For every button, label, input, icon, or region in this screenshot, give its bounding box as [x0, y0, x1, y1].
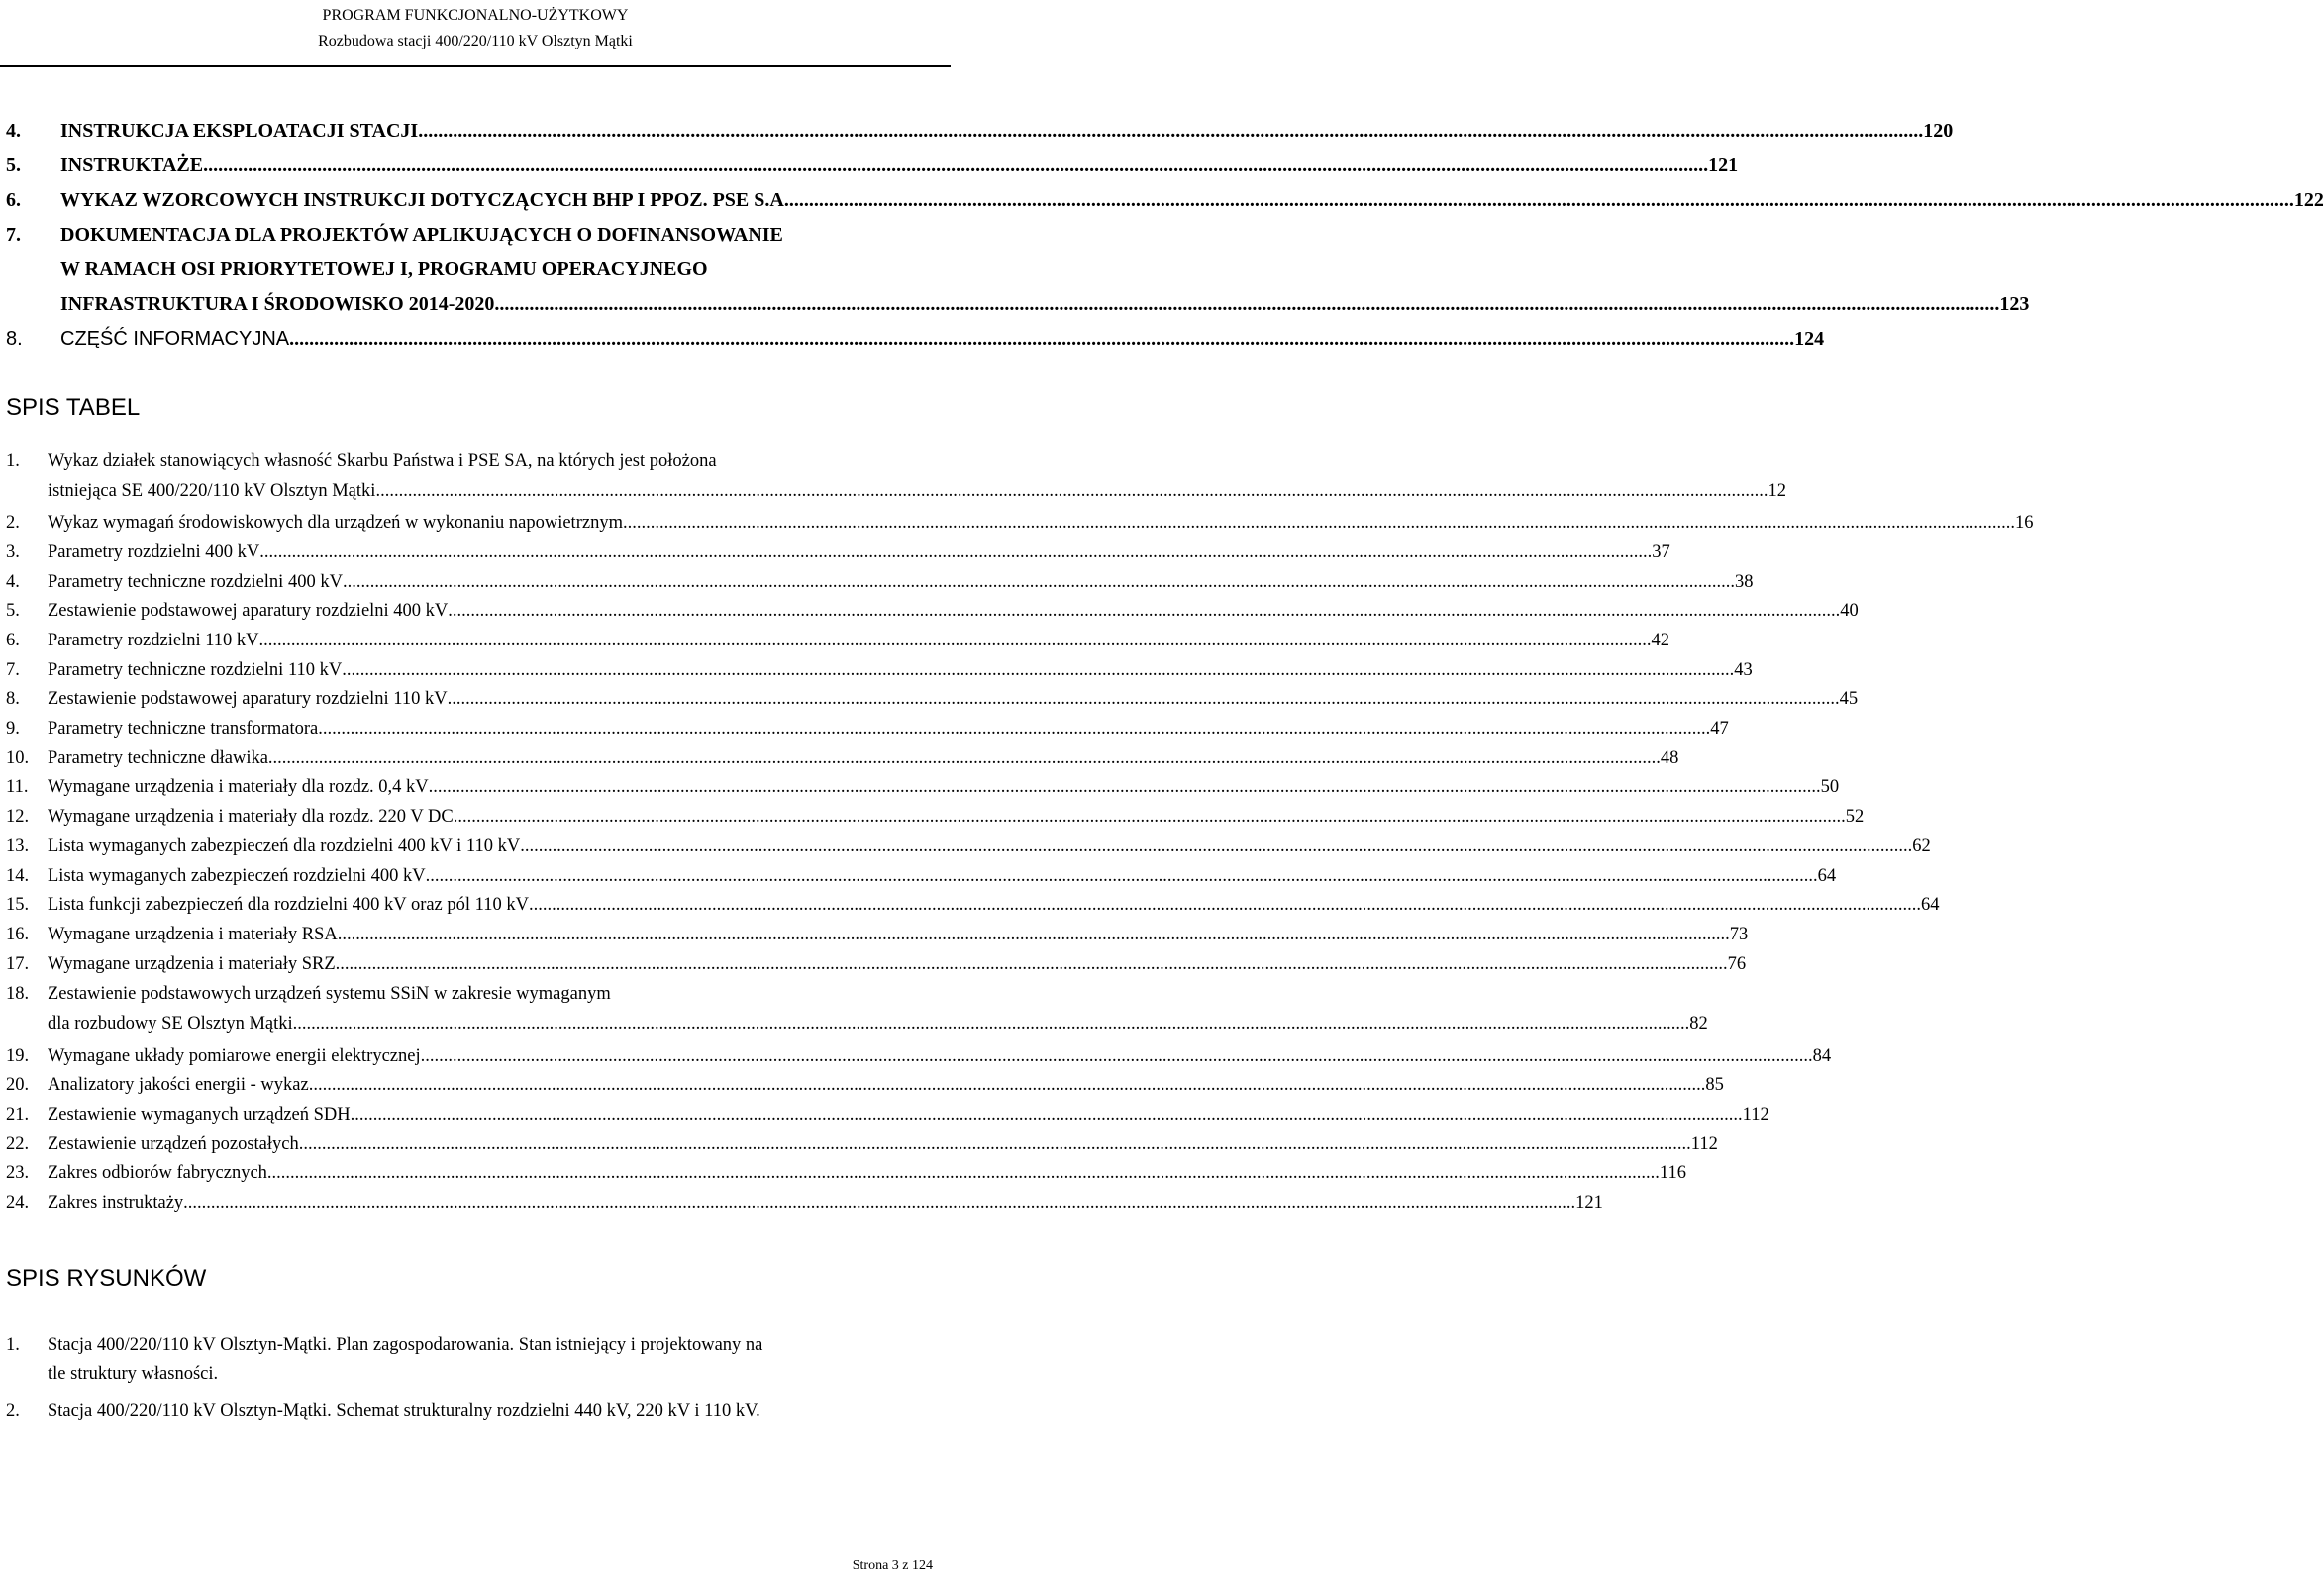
toc-entry-title: WYKAZ WZORCOWYCH INSTRUKCJI DOTYCZĄCYCH BHP I PPOZ. PSE S.A.: [60, 189, 789, 211]
table-entry-page: 64: [1817, 865, 1837, 886]
dot-leader: [268, 745, 1661, 771]
header-subtitle: Rozbudowa stacji 400/220/110 kV Olsztyn Mątki: [318, 33, 633, 49]
toc-entry-page: 121: [1708, 154, 1739, 176]
table-entry-title-line: Wykaz działek stanowiących własność Skarbu Państwa i PSE SA, na których jest położona: [48, 451, 717, 471]
table-entry-title: Parametry rozdzielni 400 kV: [48, 542, 260, 562]
dot-leader: [454, 804, 1846, 830]
dot-leader: [429, 774, 1821, 800]
dot-leader: [318, 716, 1710, 741]
dot-leader: [297, 1010, 1689, 1039]
table-entry-page: 112: [1742, 1104, 1769, 1125]
toc-entry-title: CZĘŚĆ INFORMACYJNA: [60, 328, 290, 349]
table-entry[interactable]: [6, 834, 1931, 859]
table-entry[interactable]: [6, 745, 1679, 771]
figure-number: 1.: [6, 1335, 20, 1355]
table-entry-page: 112: [1690, 1133, 1718, 1154]
table-entry-number: 22.: [6, 1133, 30, 1154]
table-entry-number: 21.: [6, 1104, 30, 1125]
table-entry-number: 10.: [6, 747, 30, 768]
toc-entry-page: 122: [2293, 189, 2324, 211]
table-entry-title: Wymagane urządzenia i materiały SRZ: [48, 953, 336, 974]
dot-leader: [203, 151, 1708, 186]
dot-leader: [448, 686, 1840, 712]
table-entry-number: 9.: [6, 719, 20, 739]
table-entry-title: Parametry rozdzielni 110 kV: [48, 631, 259, 651]
table-entry-page: 82: [1689, 1014, 1708, 1034]
table-entry-title-line: Zestawienie podstawowych urządzeń systemu SSiN w zakresie wymaganym: [48, 984, 611, 1005]
dot-leader: [259, 628, 1652, 653]
toc-entry[interactable]: [6, 186, 2324, 221]
table-entry-page: 45: [1839, 689, 1859, 710]
table-entry-title: Zestawienie podstawowej aparatury rozdzielni 400 kV: [48, 601, 449, 622]
table-entry-page: 16: [2014, 513, 2034, 534]
dot-leader: [351, 1102, 1743, 1128]
table-entry-number: 20.: [6, 1075, 30, 1096]
dot-leader: [343, 569, 1735, 595]
tables-heading: SPIS TABEL: [6, 394, 141, 421]
table-entry-page: 50: [1820, 777, 1840, 798]
toc-entry-title: INSTRUKCJA EKSPLOATACJI STACJI: [60, 120, 419, 142]
table-entry-number: 8.: [6, 689, 20, 710]
toc-entry[interactable]: [6, 151, 1739, 186]
toc-entry-number: 8.: [6, 328, 23, 349]
table-entry[interactable]: [6, 1160, 1686, 1186]
table-entry[interactable]: [6, 657, 1753, 683]
toc-entry-title-line: DOKUMENTACJA DLA PROJEKTÓW APLIKUJĄCYCH O DOFINANSOWANIE: [60, 224, 783, 246]
table-entry[interactable]: [6, 716, 1729, 741]
figure-title-line: tle struktury własności.: [48, 1364, 219, 1384]
table-entry[interactable]: [6, 447, 1786, 507]
toc-entry-title: INSTRUKTAŻE: [60, 154, 204, 176]
dot-leader: [421, 1043, 1813, 1069]
dot-leader: [426, 863, 1818, 889]
table-entry-title: Lista wymaganych zabezpieczeń rozdzielni 400 kV: [48, 865, 426, 886]
table-entry-page: 121: [1575, 1193, 1603, 1213]
toc-entry-number: 7.: [6, 224, 21, 246]
table-entry-title: Zakres odbiorów fabrycznych: [48, 1163, 267, 1184]
table-entry-page: 12: [1768, 480, 1786, 501]
dot-leader: [299, 1132, 1691, 1157]
table-entry[interactable]: [6, 569, 1754, 595]
dot-leader: [336, 951, 1728, 977]
table-entry[interactable]: [6, 892, 1940, 918]
table-entry-page: 84: [1812, 1045, 1832, 1066]
dot-leader: [520, 834, 1912, 859]
table-entry-number: 12.: [6, 807, 30, 828]
table-entry[interactable]: [6, 1072, 1724, 1098]
dot-leader: [338, 922, 1730, 947]
table-entry-page: 73: [1729, 924, 1749, 944]
table-entry[interactable]: [6, 598, 1859, 624]
table-entry-page: 85: [1705, 1075, 1724, 1096]
table-entry-page: 52: [1845, 807, 1865, 828]
table-entry-page: 64: [1920, 895, 1940, 916]
figure-title-line: Stacja 400/220/110 kV Olsztyn-Mątki. Schemat strukturalny rozdzielni 440 kV, 220 kV i 110 kV.: [48, 1401, 760, 1421]
table-entry-title: Wykaz wymagań środowiskowych dla urządzeń w wykonaniu napowietrznym: [48, 513, 623, 534]
table-entry-number: 23.: [6, 1163, 30, 1184]
toc-chapters: [6, 117, 2324, 359]
toc-entry-page: 124: [1794, 328, 1825, 349]
table-entry-number: 16.: [6, 924, 30, 944]
figures-heading: SPIS RYSUNKÓW: [6, 1265, 207, 1292]
table-entry-title: Wymagane urządzenia i materiały RSA: [48, 924, 338, 944]
dot-leader: [529, 892, 1921, 918]
figures-list: [6, 1331, 933, 1426]
table-entry-title: Zestawienie podstawowej aparatury rozdzielni 110 kV: [48, 689, 448, 710]
table-entry-number: 18.: [6, 984, 30, 1005]
header-title: PROGRAM FUNKCJONALNO-UŻYTKOWY: [322, 7, 629, 24]
toc-entry-page: 123: [1999, 293, 2030, 315]
table-entry[interactable]: [6, 774, 1840, 800]
table-entry-title: Lista wymaganych zabezpieczeń dla rozdzielni 400 kV i 110 kV: [48, 836, 521, 856]
toc-entry-number: 6.: [6, 189, 21, 211]
toc-entry-page: 120: [1923, 120, 1954, 142]
table-entry-number: 5.: [6, 601, 20, 622]
table-entry[interactable]: [6, 1102, 1769, 1128]
toc-entry-number: 4.: [6, 120, 21, 142]
table-entry-number: 3.: [6, 542, 20, 562]
figure-entry[interactable]: [6, 1397, 933, 1426]
dot-leader: [375, 477, 1768, 507]
table-entry[interactable]: [6, 922, 1749, 947]
table-entry-number: 24.: [6, 1193, 30, 1213]
table-entry-title: Parametry techniczne rozdzielni 110 kV: [48, 659, 343, 680]
table-entry[interactable]: [6, 510, 2034, 536]
table-entry-page: 40: [1840, 601, 1859, 622]
table-entry-page: 38: [1734, 571, 1754, 592]
toc-entry-title: INFRASTRUKTURA I ŚRODOWISKO 2014-2020: [60, 293, 495, 315]
table-entry-page: 116: [1659, 1163, 1686, 1184]
table-entry-number: 15.: [6, 895, 30, 916]
table-entry-page: 76: [1727, 953, 1747, 974]
table-entry-number: 11.: [6, 777, 29, 798]
table-entry-title: Zestawienie wymaganych urządzeń SDH: [48, 1104, 351, 1125]
table-entry-title: Parametry techniczne rozdzielni 400 kV: [48, 571, 343, 592]
dot-leader: [313, 1072, 1705, 1098]
table-entry-page: 48: [1660, 747, 1679, 768]
table-entry[interactable]: [6, 1043, 1832, 1069]
header-divider: [0, 65, 951, 67]
toc-entry[interactable]: [6, 325, 1825, 359]
table-entry-title: Zestawienie urządzeń pozostałych: [48, 1133, 299, 1154]
table-entry[interactable]: [6, 1132, 1718, 1157]
page-number: Strona 3 z 124: [852, 1558, 933, 1573]
table-entry-title: istniejąca SE 400/220/110 kV Olsztyn Mątki: [48, 480, 376, 501]
dot-leader: [623, 510, 2015, 536]
toc-entry[interactable]: [6, 117, 1954, 151]
table-entry-title: Wymagane urządzenia i materiały dla rozdz. 0,4 kV: [48, 777, 429, 798]
toc-entry-title-line: W RAMACH OSI PRIORYTETOWEJ I, PROGRAMU OPERACYJNEGO: [60, 258, 708, 280]
figure-entry[interactable]: [6, 1331, 933, 1389]
page-header: [0, 5, 951, 52]
figure-number: 2.: [6, 1401, 20, 1421]
figure-title-line: Stacja 400/220/110 kV Olsztyn-Mątki. Plan zagospodarowania. Stan istniejący i projektowany na: [48, 1335, 763, 1355]
table-entry[interactable]: [6, 540, 1670, 565]
table-entry[interactable]: [6, 863, 1837, 889]
dot-leader: [183, 1190, 1575, 1216]
table-entry-title: Wymagane urządzenia i materiały dla rozdz. 220 V DC: [48, 807, 454, 828]
table-entry-page: 62: [1912, 836, 1931, 856]
table-entry[interactable]: [6, 804, 1865, 830]
table-entry-number: 1.: [6, 451, 20, 471]
tables-list: [6, 447, 2034, 1220]
table-entry-number: 2.: [6, 513, 20, 534]
table-entry-title: Parametry techniczne transformatora: [48, 719, 319, 739]
table-entry[interactable]: [6, 980, 1708, 1039]
table-entry-title: Analizatory jakości energii - wykaz.: [48, 1075, 314, 1096]
table-entry-number: 7.: [6, 659, 20, 680]
table-entry[interactable]: [6, 686, 1859, 712]
table-entry[interactable]: [6, 951, 1747, 977]
table-entry-page: 47: [1710, 719, 1729, 739]
table-entry-number: 6.: [6, 631, 20, 651]
toc-entry-number: 5.: [6, 154, 21, 176]
dot-leader: [289, 325, 1794, 359]
table-entry-title: Parametry techniczne dławika: [48, 747, 268, 768]
table-entry-number: 14.: [6, 865, 30, 886]
table-entry-page: 43: [1734, 659, 1753, 680]
table-entry-number: 19.: [6, 1045, 30, 1066]
table-entry-number: 13.: [6, 836, 30, 856]
table-entry-title: Wymagane układy pomiarowe energii elektrycznej: [48, 1045, 421, 1066]
table-entry-number: 17.: [6, 953, 30, 974]
table-entry[interactable]: [6, 628, 1670, 653]
toc-entry[interactable]: [6, 221, 2030, 325]
table-entry-number: 4.: [6, 571, 20, 592]
dot-leader: [418, 117, 1923, 151]
dot-leader: [448, 598, 1840, 624]
table-entry-page: 37: [1652, 542, 1670, 562]
dot-leader: [267, 1160, 1660, 1186]
dot-leader: [342, 657, 1734, 683]
dot-leader: [494, 287, 1999, 325]
table-entry[interactable]: [6, 1190, 1603, 1216]
table-entry-title: Zakres instruktaży: [48, 1193, 184, 1213]
dot-leader: [789, 186, 2294, 221]
table-entry-page: 42: [1651, 631, 1670, 651]
table-entry-title: Lista funkcji zabezpieczeń dla rozdzielni 400 kV oraz pól 110 kV: [48, 895, 529, 916]
table-entry-title: dla rozbudowy SE Olsztyn Mątki.: [48, 1014, 298, 1034]
dot-leader: [259, 540, 1652, 565]
